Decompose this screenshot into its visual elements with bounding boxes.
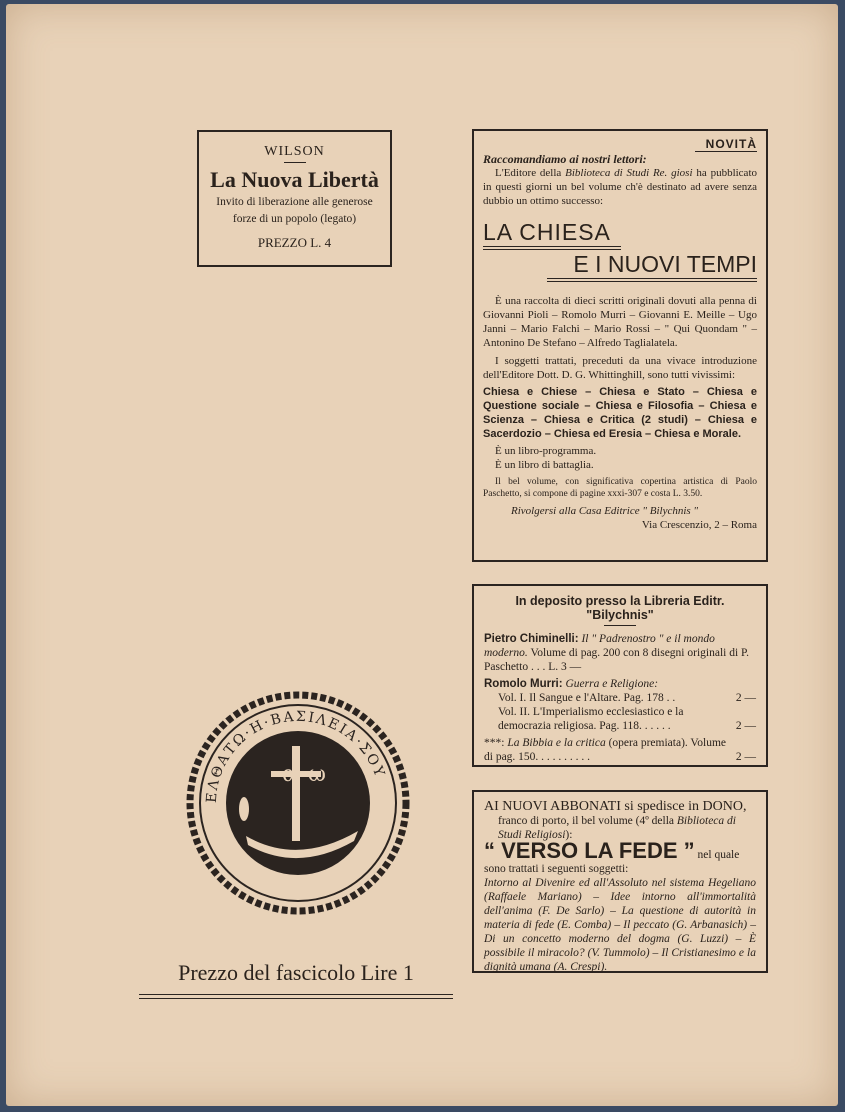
deposito-ad — [472, 584, 768, 767]
novita-details: Il bel volume, con significativa copertina artistica di Paolo Paschetto, si compone di pagine xxxi-307 e costa L. 3.50. — [483, 477, 757, 499]
list-item — [484, 736, 756, 764]
item-price: 2 — — [735, 720, 756, 732]
novita-ad — [472, 129, 768, 562]
novita-topics-intro: I soggetti trattati, preceduti da una vivace introduzione dell'Editore Dott. D. G. Whittinghill, sono tutti vivissimi: — [483, 355, 757, 381]
list-item — [484, 632, 756, 674]
intro-series: Biblioteca di Studi Religiosi — [498, 815, 736, 841]
wilson-subtitle-2: forze di un popolo (legato) — [232, 213, 357, 225]
novita-contact-2: Via Crescenzio, 2 – Roma — [641, 519, 757, 531]
issue-price: Prezzo del fascicolo Lire 1 — [178, 960, 414, 985]
novita-tag: NOVITÀ — [705, 137, 757, 151]
item-author: Pietro Chiminelli: — [484, 633, 579, 645]
emblem-alpha: α — [282, 762, 297, 787]
wilson-price: PREZZO L. 4 — [257, 235, 332, 250]
divider — [284, 162, 306, 163]
book-title-line-2: E I NUOVI TEMPI — [573, 251, 757, 277]
item-author: ***: — [484, 737, 505, 749]
item-volume — [484, 705, 756, 733]
book-title-line-1: LA CHIESA — [483, 219, 611, 245]
item-desc: Volume di pag. 200 con 8 disegni originali di P. Paschetto . . . L. 3 — — [484, 647, 750, 673]
gift-book-note: nel quale sono trattati i seguenti soggetti: — [484, 849, 740, 875]
intro-series: Biblioteca di Studi Re. giosi — [565, 167, 693, 179]
divider — [604, 625, 636, 626]
novita-topics: Chiesa e Chiese – Chiesa e Stato – Chiesa e Questione sociale – Chiesa e Filosofia – Chiesa e Scienza – Chiesa e Critica (2 studi) – Chiesa e Sacerdozio – Chiesa ed Eresia – Chiesa e Morale. — [483, 386, 757, 440]
item-title: Il " Padrenostro " e il mondo moderno. — [484, 633, 715, 659]
abbonati-heading: AI NUOVI ABBONATI si spedisce in DONO, — [484, 799, 747, 814]
item-volume — [484, 691, 756, 705]
novita-authors: È una raccolta di dieci scritti originali dovuti alla penna di Giovanni Pioli – Romolo Murri – Giovanni E. Meille – Ugo Janni – Mario Falchi – Mario Rossi – " Qui Quondam " – Antonino De Stefano – Alfredo Taglialatela. — [483, 295, 757, 349]
item-volume-title: Vol. I. Il Sangue e l'Altare. Pag. 178 . . — [498, 692, 676, 704]
item-desc: (opera premiata). Volume di pag. 150. . . . . . . . . . — [484, 737, 727, 763]
wilson-author: WILSON — [264, 144, 325, 159]
intro-text: franco di porto, il bel volume (4º della — [498, 815, 675, 827]
intro-text-end: ha pubblicato in questi giorni un bel volume ch'è destinato ad avere senza dubbio un ottimo successo: — [483, 167, 757, 207]
abbonati-topics: Intorno al Divenire ed all'Assoluto nel sistema Hegeliano (Raffaele Mariano) – Idee intorno all'immortalità dell'anima (F. De Sarlo) – La questione di autorità in materia di fede (E. Comba) – Il peccato (G. Arbanasich) – Di un concetto moderno del dogma (G. Luzzi) – È possibile il miracolo? (V. Tummolo) – Il Cristianesimo e la dignità umana (A. Crespi). — [484, 877, 756, 973]
item-title: La Bibbia e la critica — [507, 737, 606, 749]
novita-line-2: È un libro di battaglia. — [495, 459, 594, 471]
emblem-omega: ω — [308, 762, 326, 787]
intro-text-end: ): — [565, 829, 573, 841]
wilson-subtitle-1: Invito di liberazione alle generose — [216, 196, 373, 208]
item-author: Romolo Murri: — [484, 678, 563, 690]
novita-lead: Raccomandiamo ai nostri lettori: — [483, 152, 647, 166]
abbonati-title-row — [484, 838, 756, 876]
item-price: 2 — — [735, 751, 756, 763]
divider — [547, 278, 757, 282]
list-item — [484, 677, 756, 733]
divider — [139, 994, 453, 999]
emblem-legend: ΕΛΘΑΤΩ·Η·ΒΑΣΙΛΕΙΑ·ΣΟΥ — [203, 708, 388, 804]
page-back-cover — [6, 4, 838, 1106]
novita-contact-1: Rivolgersi alla Casa Editrice " Bilychnis " — [511, 505, 699, 517]
novita-line-1: È un libro-programma. — [495, 445, 597, 457]
wilson-ad — [197, 130, 392, 267]
item-price: 2 — — [735, 692, 756, 704]
intro-text: L'Editore della — [495, 167, 562, 179]
bilychnis-emblem — [186, 691, 410, 915]
wilson-title: La Nuova Libertà — [210, 167, 379, 192]
item-title: Guerra e Religione: — [565, 678, 659, 690]
deposito-heading: In deposito presso la Libreria Editr. "Bilychnis" — [515, 594, 725, 622]
gift-book-title: “ VERSO LA FEDE ” — [484, 838, 695, 863]
novita-intro — [483, 166, 757, 208]
abbonati-ad — [472, 790, 768, 973]
item-volume-title: Vol. II. L'Imperialismo ecclesiastico e la democrazia religiosa. Pag. 118. . . . . . — [498, 706, 684, 732]
